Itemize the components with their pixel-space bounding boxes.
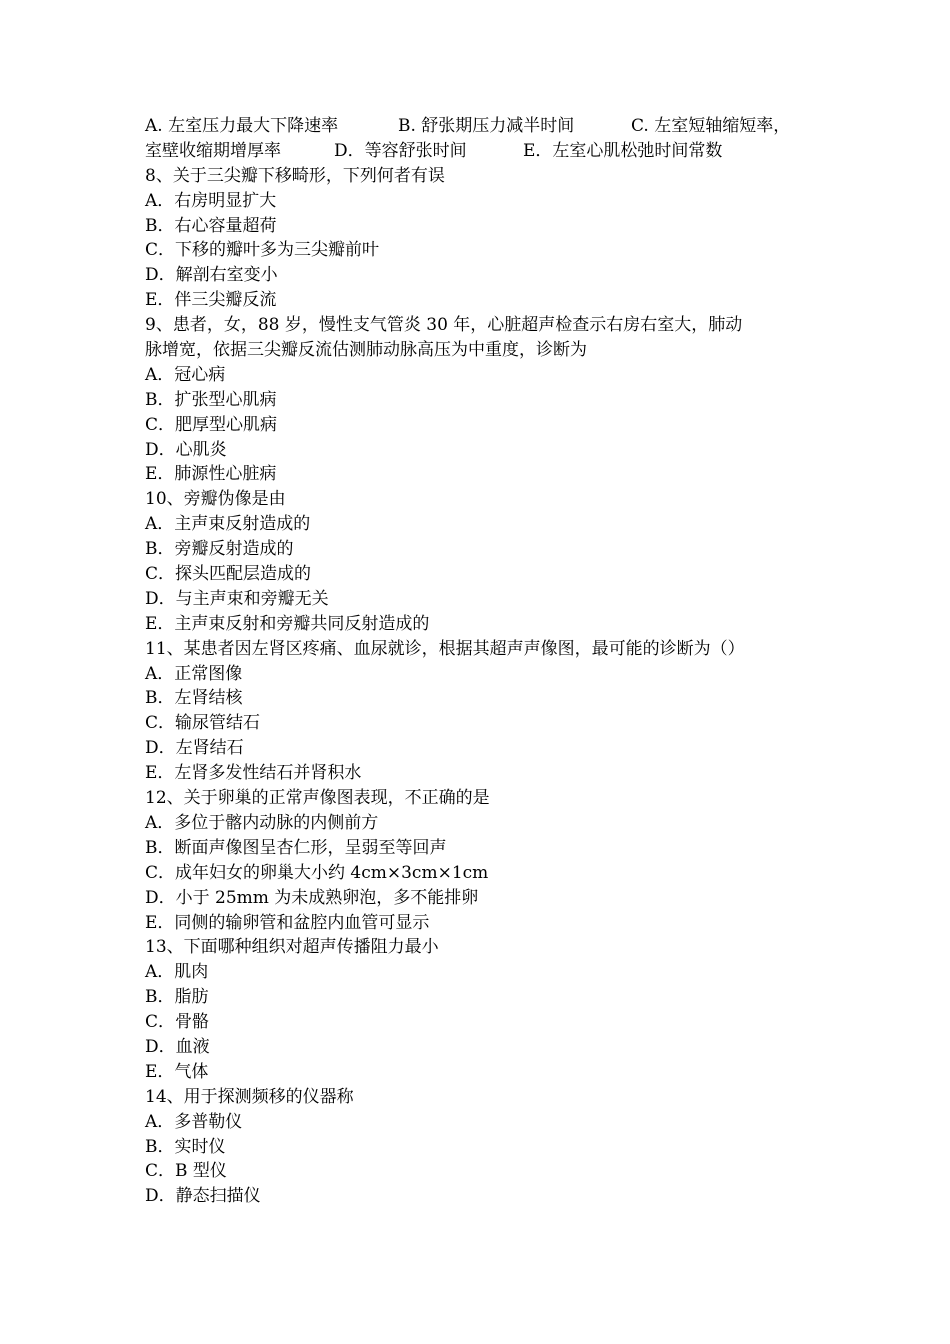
q7-options-row-2 [145,139,810,164]
question-stem: 13、下面哪种组织对超声传播阻力最小 [145,937,439,958]
question-option: D．解剖右室变小 [145,265,278,286]
question-option: B．左肾结核 [145,688,243,709]
question-option: C．成年妇女的卵巢大小约 4cm×3cm×1cm [145,862,489,883]
question-option: A．肌肉 [145,962,209,983]
q7-option-b: B. 舒张期压力减半时间 [398,116,575,136]
question-option: B．右心容量超荷 [145,215,277,236]
question-option: D．小于 25mm 为未成熟卵泡，多不能排卵 [145,887,479,908]
q7-option-d: D．等容舒张时间 [334,140,467,161]
q7-options-row-1 [145,114,810,139]
question-option: B．实时仪 [145,1136,226,1157]
question-option: E．伴三尖瓣反流 [145,290,277,311]
question-list [145,164,810,1209]
question-option: C．下移的瓣叶多为三尖瓣前叶 [145,240,380,261]
question-option: D．左肾结石 [145,738,244,759]
question-option: A．右房明显扩大 [145,190,277,211]
question-option: A．主声束反射造成的 [145,514,311,535]
question-option: B．断面声像图呈杏仁形，呈弱至等回声 [145,837,447,858]
question-option: A．正常图像 [145,663,243,684]
question-stem: 8、关于三尖瓣下移畸形，下列何者有误 [145,165,445,186]
question-option: E．左肾多发性结石并肾积水 [145,763,362,784]
question-option: B．脂肪 [145,987,209,1008]
q7-option-e: E．左室心肌松弛时间常数 [523,140,723,161]
question-option: E．同侧的输卵管和盆腔内血管可显示 [145,912,430,933]
document-page [145,114,810,1209]
question-option: D．静态扫描仪 [145,1186,261,1207]
question-option: A．冠心病 [145,364,226,385]
question-option: D．与主声束和旁瓣无关 [145,588,329,609]
q7-option-c-continued: 室壁收缩期增厚率 [145,140,281,161]
question-stem: 9、患者，女，88 岁，慢性支气管炎 30 年，心脏超声检查示右房右室大，肺动 [145,315,743,336]
question-option: B．旁瓣反射造成的 [145,539,294,560]
question-stem: 11、某患者因左肾区疼痛、血尿就诊，根据其超声声像图，最可能的诊断为（） [145,638,745,659]
question-option: C．肥厚型心肌病 [145,414,278,435]
question-option: B．扩张型心肌病 [145,389,277,410]
q7-option-c: C. 左室短轴缩短率， [631,116,791,136]
question-option: C．B 型仪 [145,1161,227,1182]
question-option: D．心肌炎 [145,439,227,460]
q7-option-a: A. 左室压力最大下降速率 [145,116,339,136]
question-stem: 14、用于探测频移的仪器称 [145,1086,354,1107]
question-option: D．血液 [145,1036,210,1057]
question-option: C．输尿管结石 [145,713,261,734]
question-stem: 脉增宽，依据三尖瓣反流估测肺动脉高压为中重度，诊断为 [145,340,587,361]
question-option: A．多位于髂内动脉的内侧前方 [145,812,379,833]
question-option: C．骨骼 [145,1012,210,1033]
question-option: C．探头匹配层造成的 [145,564,312,585]
question-option: E．气体 [145,1061,209,1082]
question-option: E．主声束反射和旁瓣共同反射造成的 [145,613,430,634]
question-option: A．多普勒仪 [145,1111,243,1132]
question-stem: 10、旁瓣伪像是由 [145,489,286,510]
question-option: E．肺源性心脏病 [145,464,277,485]
question-stem: 12、关于卵巢的正常声像图表现，不正确的是 [145,788,490,809]
